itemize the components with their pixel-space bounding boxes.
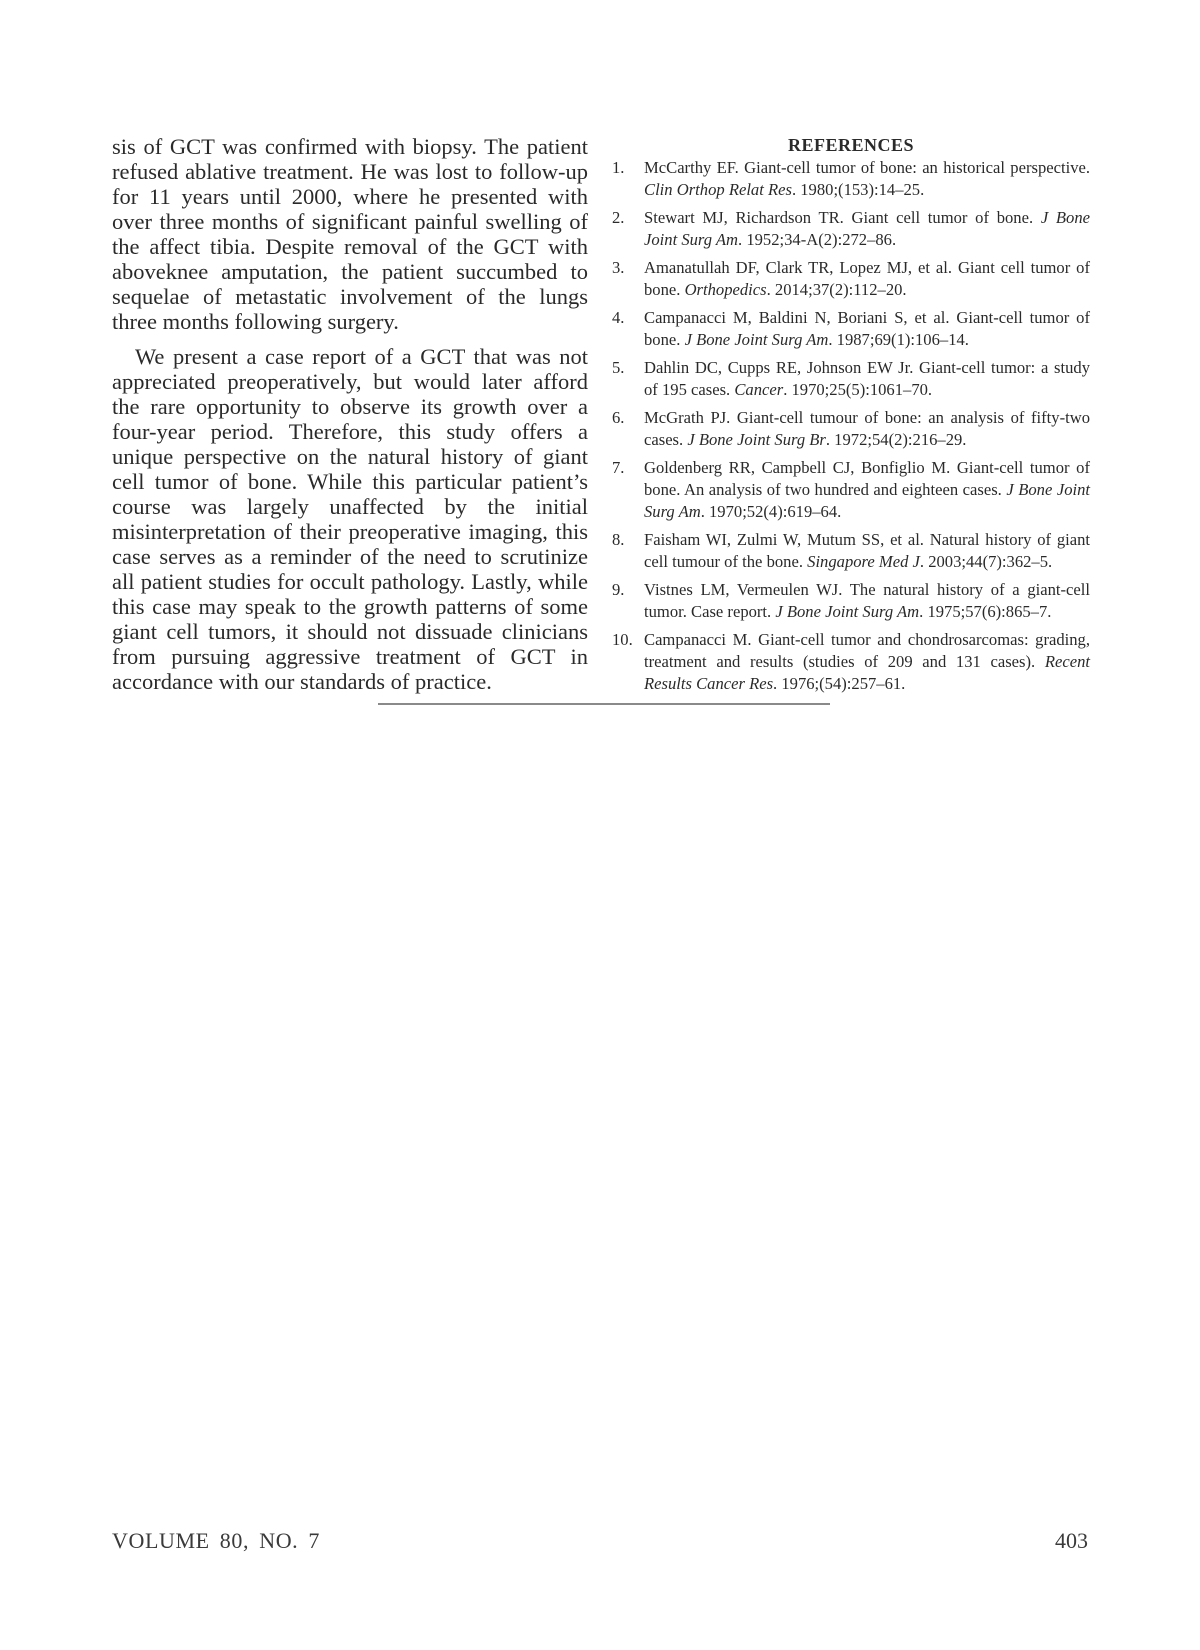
reference-citation: . 1976;(54):257–61. (773, 674, 906, 693)
reference-text: Dahlin DC, Cupps RE, Johnson EW Jr. Giant-cell tumor: a study of 195 cases. (644, 358, 1090, 399)
reference-journal: J Bone Joint Surg Br (687, 430, 826, 449)
reference-text: Goldenberg RR, Campbell CJ, Bonfiglio M. Giant-cell tumor of bone. An analysis of two hundred and eighteen cases. (644, 458, 1090, 499)
reference-text: Vistnes LM, Vermeulen WJ. The natural history of a giant-cell tumor. Case report. (644, 580, 1090, 621)
reference-number: 3. (612, 258, 625, 277)
reference-item (612, 579, 1090, 623)
reference-journal: J Bone Joint Surg Am (644, 480, 1091, 521)
reference-journal: J Bone Joint Surg Am (684, 330, 829, 349)
reference-citation: . 1952;34-A(2):272–86. (738, 230, 897, 249)
reference-citation: . 1980;(153):14–25. (791, 180, 925, 199)
references-section (612, 134, 1090, 701)
volume-footer: VOLUME 80, NO. 7 (112, 1528, 320, 1553)
reference-journal: J Bone Joint Surg Am (775, 602, 920, 621)
reference-item (612, 157, 1090, 201)
body-text-column (112, 134, 588, 704)
reference-citation: . 1987;69(1):106–14. (828, 330, 969, 349)
reference-item (612, 307, 1090, 351)
reference-text: McGrath PJ. Giant-cell tumour of bone: an analysis of fifty-two cases. (644, 408, 1090, 449)
references-list (612, 157, 1090, 695)
reference-journal: Recent Results Cancer Res (644, 652, 1090, 693)
reference-number: 9. (612, 580, 625, 599)
reference-item (612, 629, 1090, 695)
reference-item (612, 357, 1090, 401)
reference-item (612, 529, 1090, 573)
references-heading: REFERENCES (787, 135, 915, 155)
reference-citation: . 2014;37(2):112–20. (766, 280, 907, 299)
body-paragraph-conclusion: We present a case report of a GCT that was not appreciated preoperatively, but would later afford the rare opportunity to observe its growth over a four-year period. Therefore, this study offers a unique perspective on the natural history of giant cell tumor of bone. While this particular patient’s course was largely unaffected by the initial misinterpretation of their preoperative imaging, this case serves as a reminder of the need to scrutinize all patient studies for occult pathology. Lastly, while this case may speak to the growth patterns of some giant cell tumors, it should not dissuade clinicians from pursuing aggressive treatment of GCT in accordance with our standards of practice. (112, 344, 588, 694)
reference-citation: . 1970;52(4):619–64. (700, 502, 842, 521)
reference-citation: . 1972;54(2):216–29. (825, 430, 967, 449)
section-divider (378, 703, 830, 705)
reference-item (612, 457, 1090, 523)
reference-citation: . 1970;25(5):1061–70. (783, 380, 933, 399)
reference-citation: . 2003;44(7):362–5. (919, 552, 1053, 571)
reference-item (612, 257, 1090, 301)
reference-item (612, 207, 1090, 251)
reference-citation: . 1975;57(6):865–7. (919, 602, 1052, 621)
reference-number: 7. (612, 458, 625, 477)
reference-number: 6. (612, 408, 625, 427)
reference-number: 10. (612, 630, 633, 649)
reference-text: Campanacci M. Giant-cell tumor and chondrosarcomas: grading, treatment and results (studies of 209 and 131 cases). (644, 630, 1090, 671)
reference-text: Faisham WI, Zulmi W, Mutum SS, et al. Natural history of giant cell tumour of the bone. (644, 530, 1090, 571)
reference-number: 8. (612, 530, 625, 549)
reference-journal: J Bone Joint Surg Am (644, 208, 1091, 249)
reference-number: 1. (612, 158, 625, 177)
reference-number: 4. (612, 308, 625, 327)
reference-text: Stewart MJ, Richardson TR. Giant cell tumor of bone. (644, 208, 1041, 227)
reference-journal: Cancer (734, 380, 784, 399)
reference-journal: Clin Orthop Relat Res (644, 180, 792, 199)
reference-text: McCarthy EF. Giant-cell tumor of bone: an historical perspective. (644, 158, 1090, 177)
reference-text: Campanacci M, Baldini N, Boriani S, et al. Giant-cell tumor of bone. (644, 308, 1090, 349)
reference-journal: Orthopedics (684, 280, 767, 299)
reference-item (612, 407, 1090, 451)
page-number: 403 (1055, 1528, 1088, 1553)
body-paragraph-continued: sis of GCT was confirmed with biopsy. The patient refused ablative treatment. He was lost to follow-up for 11 years until 2000, where he presented with over three months of significant painful swelling of the affect tibia. Despite removal of the GCT with aboveknee amputation, the patient succumbed to sequelae of metastatic involvement of the lungs three months following surgery. (112, 134, 588, 334)
reference-journal: Singapore Med J (807, 552, 920, 571)
reference-number: 5. (612, 358, 625, 377)
reference-number: 2. (612, 208, 625, 227)
reference-text: Amanatullah DF, Clark TR, Lopez MJ, et al. Giant cell tumor of bone. (644, 258, 1090, 299)
